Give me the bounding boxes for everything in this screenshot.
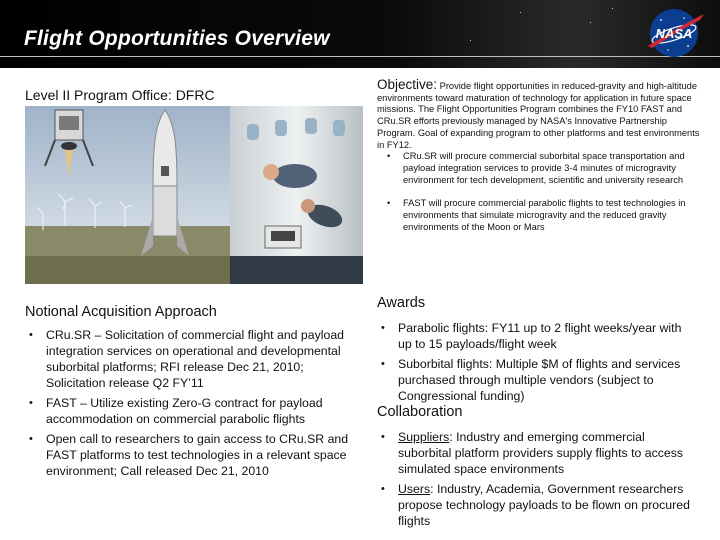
bullet-icon: • xyxy=(381,358,385,370)
title-bar xyxy=(0,0,720,68)
bullet-icon: • xyxy=(381,483,385,495)
bullet-icon: • xyxy=(29,397,33,409)
list-item xyxy=(25,395,355,427)
list-item-text: Suborbital flights: Multiple $M of flights and services purchased through multiple vendors (subject to Congressional funding) xyxy=(398,357,681,403)
star xyxy=(590,22,591,23)
slide-title: Flight Opportunities Overview xyxy=(24,27,330,50)
list-item-text: FAST will procure commercial parabolic flights to test technologies in environments that simulate microgravity and the reduced gravity environments of the Moon or Mars xyxy=(403,198,686,232)
awards-heading: Awards xyxy=(377,295,426,311)
logo-star xyxy=(683,17,685,19)
program-office-heading: Level II Program Office: DFRC xyxy=(25,87,215,103)
logo-star xyxy=(660,19,662,21)
bullet-icon: • xyxy=(29,433,33,445)
list-item-text: : Industry, Academia, Government researchers propose technology payloads to be flown on procured flights xyxy=(398,482,690,528)
list-item-text: CRu.SR will procure commercial suborbital space transportation and payload integration services to provide 3-4 minutes of microgravity environment for tech development, scientific and university research xyxy=(403,151,685,185)
notional-acquisition-heading: Notional Acquisition Approach xyxy=(25,304,217,320)
acquisition-bullet-list xyxy=(25,327,355,483)
logo-star xyxy=(687,45,689,47)
bullet-icon: • xyxy=(387,198,391,209)
list-item xyxy=(377,481,697,529)
star xyxy=(470,40,471,41)
bullet-icon: • xyxy=(381,322,385,334)
logo-star xyxy=(667,49,668,50)
collaboration-heading: Collaboration xyxy=(377,404,463,420)
bullet-icon: • xyxy=(29,329,33,341)
rocket-and-parabolic-flight-photo xyxy=(25,106,363,284)
objective-bullet-list xyxy=(377,151,707,233)
nasa-logo-text: NASA xyxy=(655,26,693,41)
objective-text: Provide flight opportunities in reduced-gravity and high-altitude environments toward maturation of technology for application in future space missions. The Flight Opportunities Program combines the FY10 FAST and CRu.SR efforts previously managed by NASA's Innovative Partnership Program. Goal of expanding program to other platforms and test environments in FY12. xyxy=(377,81,700,150)
list-item xyxy=(377,429,697,477)
list-item xyxy=(377,151,707,186)
list-item-text: CRu.SR – Solicitation of commercial flight and payload integration services on operational and developmental suborbital platforms; RFI release Dec 21, 2010; Solicitation release Q2 FY’11 xyxy=(46,328,345,390)
list-item xyxy=(377,198,707,233)
bullet-icon: • xyxy=(381,431,385,443)
users-label: Users xyxy=(398,482,431,496)
collaboration-bullet-list xyxy=(377,429,697,533)
objective-block xyxy=(377,79,707,233)
list-item xyxy=(25,327,355,391)
list-item-text: FAST – Utilize existing Zero-G contract for payload accommodation on commercial parabolic flights xyxy=(46,396,323,426)
star xyxy=(612,8,613,9)
ground-strip xyxy=(25,256,235,284)
list-item xyxy=(377,320,697,352)
aircraft-cabin xyxy=(230,106,363,284)
objective-label: Objective: xyxy=(377,77,438,92)
list-item-text: : Industry and emerging commercial suborbital platform providers supply flights to access simulated space environments xyxy=(398,430,684,476)
objective-paragraph xyxy=(377,79,707,151)
nasa-logo xyxy=(644,6,706,60)
program-photo xyxy=(25,106,363,284)
list-item-text: Open call to researchers to gain access to CRu.SR and FAST platforms to test technologies in a relevant space environment; Call released Dec 21, 2010 xyxy=(46,432,349,478)
list-item xyxy=(25,431,355,479)
bullet-icon: • xyxy=(387,151,391,162)
list-item-text: Parabolic flights: FY11 up to 2 flight weeks/year with up to 15 payloads/flight week xyxy=(398,321,682,351)
list-item xyxy=(377,356,697,404)
suppliers-label: Suppliers xyxy=(398,430,450,444)
title-divider xyxy=(0,56,720,57)
awards-bullet-list xyxy=(377,320,697,408)
star xyxy=(520,12,521,13)
